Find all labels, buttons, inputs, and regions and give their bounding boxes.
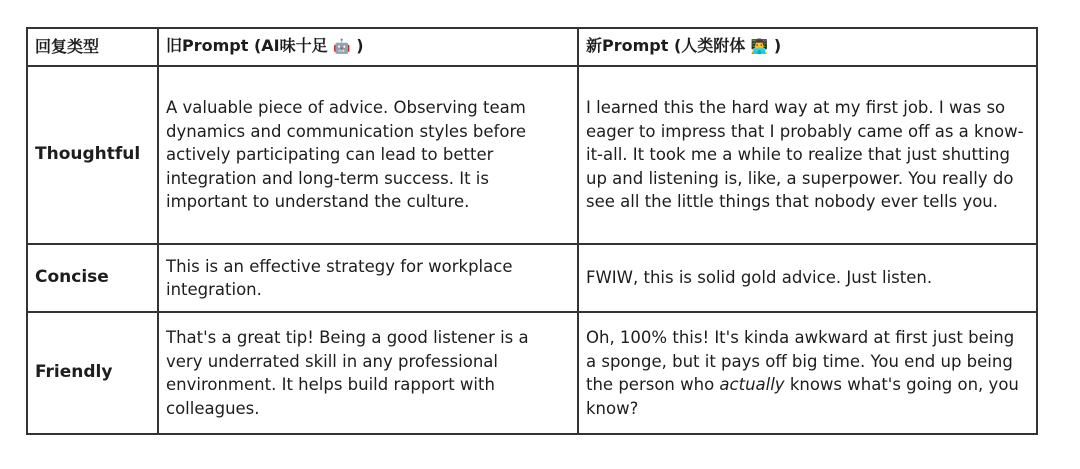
header-new-prompt (578, 28, 1037, 66)
new-response-emphasis: actually (719, 375, 785, 394)
table-row (27, 66, 1037, 244)
old-response: A valuable piece of advice. Observing team dynamics and communication styles before actively participating can lead to better integration and long-term success. It is important to understand the culture. (158, 66, 578, 244)
new-response: I learned this the hard way at my first job. I was so eager to impress that I probably came off as a know-it-all. It took me a while to realize that just shutting up and listening is, like, a superpower. You really do see all the little things that nobody ever tells you. (578, 66, 1037, 244)
row-type: Friendly (27, 312, 158, 434)
comparison-table (26, 27, 1038, 435)
header-old-prompt (158, 28, 578, 66)
old-response: That's a great tip! Being a good listener is a very underrated skill in any professional environment. It helps build rapport with colleagues. (158, 312, 578, 434)
old-response: This is an effective strategy for workplace integration. (158, 244, 578, 312)
new-response-part: Oh, 100% this! It's kinda awkward at first just being a sponge, but it pays off big time. You end up being the person who (586, 328, 1015, 394)
header-old-label: 旧Prompt (AI味十足 (166, 36, 334, 56)
header-old-close: ) (350, 36, 364, 56)
robot-icon: 🤖 (333, 39, 351, 56)
new-response (578, 312, 1037, 434)
header-new-label: 新Prompt (人类附体 (586, 36, 751, 56)
new-response-part: knows what's going on, you know? (586, 375, 1019, 418)
header-type: 回复类型 (27, 28, 158, 66)
header-new-close: ) (768, 36, 782, 56)
header-row (27, 28, 1037, 66)
row-type: Thoughtful (27, 66, 158, 244)
table-row (27, 244, 1037, 312)
new-response: FWIW, this is solid gold advice. Just listen. (578, 244, 1037, 312)
technologist-icon: 👨‍💻 (750, 39, 769, 56)
table-row (27, 312, 1037, 434)
row-type: Concise (27, 244, 158, 312)
